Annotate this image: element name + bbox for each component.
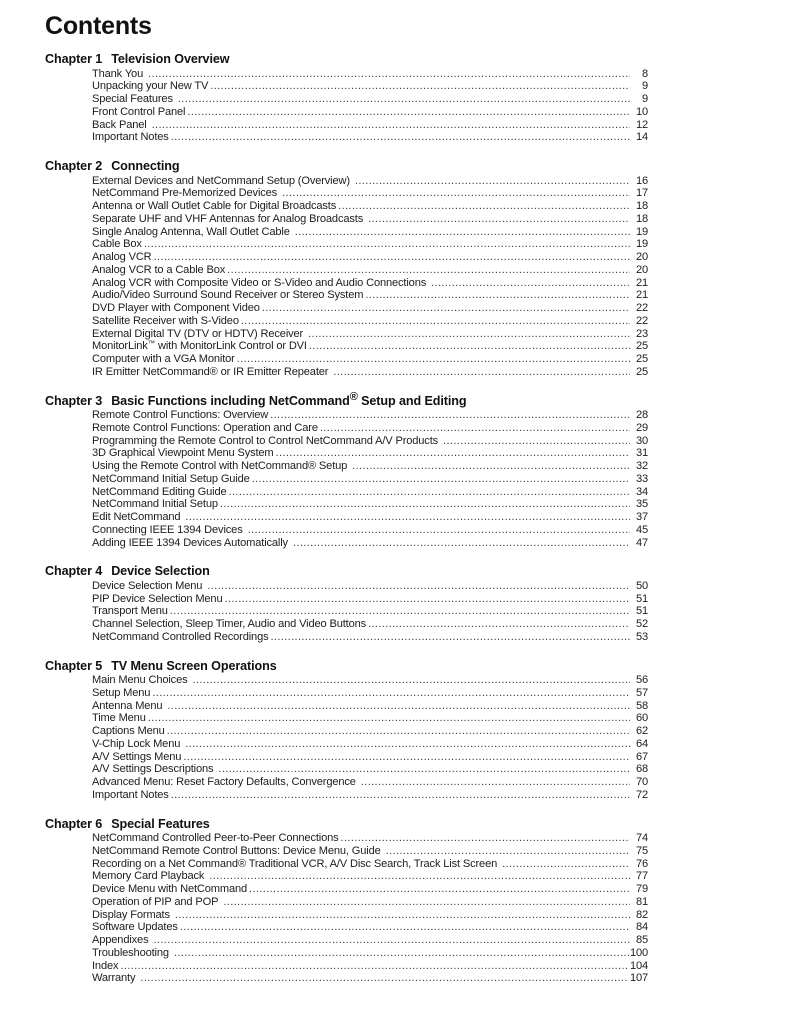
dot-leader [368, 618, 630, 631]
toc-entry[interactable] [92, 845, 648, 858]
toc-entry-label: Analog VCR [92, 251, 152, 263]
toc-entry-page-number: 34 [635, 485, 648, 498]
dot-leader [185, 511, 630, 524]
toc-entry-page-number: 14 [635, 131, 648, 144]
toc-entry-page-number: 68 [635, 763, 648, 776]
toc-entry-page-number: 30 [635, 434, 648, 447]
toc-entry-page-number: 16 [635, 174, 648, 187]
toc-entry-page-number: 107 [629, 972, 648, 985]
dot-leader [262, 302, 630, 315]
toc-entry-label: NetCommand Editing Guide [92, 485, 227, 498]
toc-entry-label: Connecting IEEE 1394 Devices [92, 523, 243, 536]
toc-entry-label: Warranty [92, 972, 136, 985]
dot-leader [171, 789, 630, 802]
toc-entry[interactable] [92, 909, 648, 922]
toc-entry-page-number: 23 [635, 327, 648, 340]
dot-leader [249, 883, 630, 896]
toc-entry-label: Software Updates [92, 921, 178, 934]
chapter-name: TV Menu Screen Operations [111, 658, 277, 673]
chapter-heading[interactable] [45, 390, 800, 409]
dot-leader [148, 712, 630, 725]
toc-entry[interactable] [92, 277, 648, 290]
toc-entry[interactable] [92, 200, 648, 213]
toc-entry[interactable] [92, 593, 648, 606]
toc-entry[interactable] [92, 674, 648, 687]
dot-leader [210, 80, 630, 93]
chapter-number: Chapter 4 [45, 564, 103, 579]
toc-entry-page-number: 22 [635, 302, 648, 314]
toc-entry-page-number: 100 [629, 946, 648, 959]
dot-leader [220, 498, 630, 511]
toc-entry-label: Main Menu Choices [92, 674, 188, 686]
toc-entry[interactable] [92, 264, 648, 277]
toc-entry-label: Separate UHF and VHF Antennas for Analog Broadcasts [92, 212, 364, 225]
dot-leader [152, 687, 630, 700]
toc-entry-page-number: 8 [641, 67, 648, 80]
dot-leader [218, 763, 630, 776]
toc-entry-label: Appendixes [92, 934, 149, 946]
toc-entry[interactable] [92, 68, 648, 81]
toc-chapter-list [0, 52, 800, 985]
toc-entry-page-number: 64 [635, 737, 648, 750]
dot-leader [178, 93, 630, 106]
toc-entry-page-number: 18 [635, 200, 648, 212]
toc-entry-page-number: 20 [635, 251, 648, 263]
dot-leader [207, 580, 630, 593]
toc-entry-label-text-cont: with MonitorLink Control or DVI [155, 340, 307, 353]
toc-entry[interactable] [92, 789, 648, 802]
dot-leader [320, 422, 630, 435]
toc-entry[interactable] [92, 700, 648, 713]
toc-entry[interactable] [92, 131, 648, 144]
toc-entry-page-number: 33 [635, 472, 648, 485]
toc-entry-page-number: 104 [629, 959, 648, 972]
toc-entry-page-number: 35 [635, 498, 648, 511]
toc-entry-page-number: 31 [635, 447, 648, 460]
toc-entry-label: External Devices and NetCommand Setup (Overview) [92, 174, 350, 187]
chapter-heading[interactable] [45, 659, 800, 674]
toc-entry[interactable] [92, 631, 648, 644]
toc-entry-page-number: 51 [635, 592, 648, 605]
toc-entry-label: NetCommand Initial Setup [92, 498, 218, 511]
dot-leader [154, 251, 630, 264]
toc-entry-page-number: 82 [635, 908, 648, 921]
toc-entry-label: Setup Menu [92, 686, 151, 699]
dot-leader [167, 700, 630, 713]
dot-leader [167, 725, 630, 738]
toc-entry[interactable] [92, 751, 648, 764]
toc-entry-label: Channel Selection, Sleep Timer, Audio and Video Buttons [92, 618, 367, 630]
toc-entry-label: Cable Box [92, 238, 142, 251]
trademark-icon: ™ [147, 338, 156, 348]
chapter-number: Chapter 3 [45, 393, 103, 408]
toc-entry[interactable] [92, 947, 648, 960]
dot-leader [241, 315, 630, 328]
toc-entry[interactable] [92, 870, 648, 883]
dot-leader [282, 187, 630, 200]
toc-entry-page-number: 81 [635, 895, 648, 908]
toc-entry-page-number: 77 [635, 870, 648, 883]
dot-leader [140, 972, 629, 985]
toc-entry-page-number: 76 [635, 857, 648, 870]
toc-entry-label: PIP Device Selection Menu [92, 592, 223, 605]
dot-leader [352, 460, 630, 473]
dot-leader [270, 631, 630, 644]
toc-entry-page-number: 21 [635, 276, 648, 289]
toc-entry[interactable] [92, 422, 648, 435]
chapter-heading[interactable] [45, 159, 800, 174]
dot-leader [270, 409, 630, 422]
toc-entry[interactable] [92, 725, 648, 738]
dot-leader [308, 328, 630, 341]
dot-leader [193, 674, 631, 687]
dot-leader [183, 751, 630, 764]
toc-entry-page-number: 22 [635, 314, 648, 327]
toc-entry-label: Memory Card Playback [92, 870, 205, 883]
dot-leader [309, 340, 630, 353]
toc-entry[interactable] [92, 315, 648, 328]
toc-entry-label: NetCommand Controlled Recordings [92, 630, 269, 643]
toc-entry-page-number: 10 [635, 105, 648, 118]
toc-entry-label: Recording on a Net Command® Traditional VCR, A/V Disc Search, Track List Screen [92, 857, 498, 870]
toc-entry[interactable] [92, 883, 648, 896]
toc-entry-label: A/V Settings Descriptions [92, 763, 214, 776]
toc-entry-page-number: 50 [635, 579, 648, 592]
chapter-name: Special Features [111, 816, 210, 831]
toc-entry-page-number: 72 [635, 788, 648, 801]
dot-leader [502, 858, 630, 871]
toc-entry-page-number: 47 [635, 536, 648, 549]
toc-entry-label: NetCommand Controlled Peer-to-Peer Connections [92, 832, 339, 844]
toc-entry-page-number: 53 [635, 630, 648, 643]
toc-entry[interactable] [92, 858, 648, 871]
dot-leader [361, 776, 630, 789]
toc-entry-label: Transport Menu [92, 605, 168, 618]
toc-entry-label: Index [92, 959, 119, 972]
toc-entry-label: Analog VCR to a Cable Box [92, 263, 226, 276]
dot-leader [170, 605, 630, 618]
toc-entry-label: 3D Graphical Viewpoint Menu System [92, 447, 274, 460]
toc-entry-label-text: MonitorLink [92, 340, 148, 353]
toc-entry-label: Edit NetCommand [92, 511, 181, 523]
dot-leader [386, 845, 630, 858]
dot-leader [252, 473, 630, 486]
toc-entry[interactable] [92, 302, 648, 315]
toc-entry-page-number: 12 [635, 118, 648, 131]
toc-entry-page-number: 19 [635, 238, 648, 251]
toc-entry-label: Important Notes [92, 131, 169, 144]
chapter-entry-list [0, 674, 800, 802]
toc-entry[interactable] [92, 605, 648, 618]
toc-chapter [0, 390, 800, 550]
toc-chapter [0, 52, 800, 144]
dot-leader [295, 226, 630, 239]
chapter-name: Television Overview [111, 52, 230, 66]
registered-trademark-icon: ® [349, 390, 358, 403]
toc-entry-page-number: 57 [635, 686, 648, 699]
toc-entry-page-number: 20 [635, 263, 648, 276]
dot-leader [293, 537, 630, 550]
toc-entry-label: Adding IEEE 1394 Devices Automatically [92, 536, 288, 549]
chapter-entry-list [0, 580, 800, 644]
toc-entry-label: Device Selection Menu [92, 579, 203, 592]
toc-entry-page-number: 29 [635, 421, 648, 434]
dot-leader [171, 131, 630, 144]
toc-entry-label: Antenna or Wall Outlet Cable for Digital Broadcasts [92, 200, 337, 212]
toc-entry[interactable] [92, 580, 648, 593]
toc-entry-label: Front Control Panel [92, 105, 186, 118]
toc-entry-label: IR Emitter NetCommand® or IR Emitter Repeater [92, 365, 329, 378]
toc-entry[interactable] [92, 238, 648, 251]
toc-entry[interactable] [92, 353, 648, 366]
toc-entry-label: DVD Player with Component Video [92, 302, 260, 314]
toc-entry[interactable] [92, 251, 648, 264]
dot-leader [174, 947, 629, 960]
toc-entry-page-number: 60 [635, 712, 648, 725]
toc-entry-page-number: 25 [635, 340, 648, 353]
toc-entry[interactable] [92, 226, 648, 239]
chapter-number: Chapter 2 [45, 159, 103, 173]
toc-entry-label: Troubleshooting [92, 946, 169, 959]
toc-entry-label: A/V Settings Menu [92, 750, 182, 763]
toc-entry[interactable] [92, 896, 648, 909]
dot-leader [227, 264, 630, 277]
toc-entry-label: Satellite Receiver with S-Video [92, 314, 239, 327]
toc-entry[interactable] [92, 832, 648, 845]
toc-entry[interactable] [92, 537, 648, 550]
toc-entry[interactable] [92, 763, 648, 776]
dot-leader [333, 366, 630, 379]
toc-entry[interactable] [92, 738, 648, 751]
toc-entry-page-number: 56 [635, 674, 648, 686]
toc-entry-page-number: 21 [635, 289, 648, 302]
toc-entry-page-number: 9 [641, 80, 648, 93]
toc-entry-page-number: 62 [635, 725, 648, 737]
toc-entry[interactable] [92, 511, 648, 524]
dot-leader [223, 896, 630, 909]
toc-entry-label: Audio/Video Surround Sound Receiver or Stereo System [92, 289, 364, 302]
toc-entry-page-number: 37 [635, 511, 648, 523]
toc-entry-page-number: 84 [635, 921, 648, 934]
dot-leader [224, 593, 630, 606]
toc-entry-page-number: 70 [635, 776, 648, 788]
chapter-number: Chapter 5 [45, 658, 103, 673]
toc-entry-label: Analog VCR with Composite Video or S-Video and Audio Connections [92, 276, 427, 289]
toc-entry-label: Using the Remote Control with NetCommand® Setup [92, 460, 348, 472]
toc-entry[interactable] [92, 498, 648, 511]
toc-entry-label: Display Formats [92, 908, 170, 921]
toc-entry[interactable] [92, 119, 648, 132]
toc-entry-label: Advanced Menu: Reset Factory Defaults, Convergence [92, 776, 356, 788]
dot-leader [175, 909, 630, 922]
dot-leader [355, 175, 630, 188]
toc-entry[interactable] [92, 618, 648, 631]
toc-entry-page-number: 85 [635, 934, 648, 946]
toc-entry-label: NetCommand Remote Control Buttons: Device Menu, Guide [92, 844, 381, 857]
chapter-number: Chapter 1 [45, 52, 103, 66]
toc-entry-label: Special Features [92, 93, 173, 105]
dot-leader [431, 277, 630, 290]
toc-entry-page-number: 51 [635, 605, 648, 618]
toc-entry-label: Remote Control Functions: Operation and Care [92, 421, 318, 434]
dot-leader [229, 486, 630, 499]
toc-entry-page-number: 32 [635, 460, 648, 472]
toc-entry-label: Operation of PIP and POP [92, 895, 219, 908]
toc-entry[interactable] [92, 776, 648, 789]
chapter-name-text: Basic Functions including NetCommand [111, 393, 350, 408]
toc-chapter [0, 564, 800, 643]
toc-entry-label: Computer with a VGA Monitor [92, 353, 235, 365]
toc-entry[interactable] [92, 213, 648, 226]
toc-entry-page-number: 52 [635, 618, 648, 630]
dot-leader [365, 289, 630, 302]
dot-leader [341, 832, 630, 845]
chapter-entry-list [0, 175, 800, 379]
dot-leader [152, 119, 630, 132]
toc-entry[interactable] [92, 934, 648, 947]
toc-entry[interactable] [92, 187, 648, 200]
dot-leader [248, 524, 630, 537]
toc-entry[interactable] [92, 447, 648, 460]
toc-entry-label [92, 340, 307, 353]
chapter-name: Connecting [111, 159, 180, 173]
dot-leader [237, 353, 630, 366]
toc-entry-label: Thank You [92, 67, 144, 80]
toc-entry[interactable] [92, 473, 648, 486]
toc-entry-label: Device Menu with NetCommand [92, 883, 248, 895]
chapter-entry-list [0, 409, 800, 549]
dot-leader [276, 447, 630, 460]
dot-leader [185, 738, 630, 751]
toc-entry[interactable] [92, 460, 648, 473]
toc-entry[interactable] [92, 960, 648, 973]
dot-leader [187, 106, 630, 119]
toc-entry-label: Captions Menu [92, 725, 165, 737]
chapter-name [111, 390, 467, 408]
toc-entry-label: Back Panel [92, 118, 147, 131]
toc-entry-page-number: 75 [635, 844, 648, 857]
toc-entry[interactable] [92, 435, 648, 448]
toc-entry[interactable] [92, 366, 648, 379]
toc-entry[interactable] [92, 328, 648, 341]
dot-leader [120, 960, 629, 973]
toc-entry[interactable] [92, 712, 648, 725]
toc-entry-label: Time Menu [92, 712, 146, 725]
page-title: Contents [45, 12, 152, 40]
toc-entry-label: Remote Control Functions: Overview [92, 409, 269, 421]
toc-entry[interactable] [92, 524, 648, 537]
dot-leader [180, 921, 630, 934]
dot-leader [148, 68, 630, 81]
dot-leader [368, 213, 630, 226]
chapter-heading[interactable] [45, 564, 800, 579]
toc-entry-page-number: 17 [635, 187, 648, 200]
chapter-number: Chapter 6 [45, 816, 103, 831]
toc-entry-label: Unpacking your New TV [92, 80, 209, 93]
dot-leader [153, 934, 630, 947]
toc-entry-label: NetCommand Initial Setup Guide [92, 472, 250, 485]
toc-chapter [0, 659, 800, 802]
toc-entry-label: Programming the Remote Control to Control NetCommand A/V Products [92, 434, 439, 447]
toc-entry-label: Single Analog Antenna, Wall Outlet Cable [92, 225, 290, 238]
toc-entry-page-number: 25 [635, 353, 648, 365]
toc-entry-page-number: 45 [635, 523, 648, 536]
toc-entry[interactable] [92, 175, 648, 188]
toc-entry-page-number: 18 [635, 212, 648, 225]
toc-entry-page-number: 74 [635, 832, 648, 844]
dot-leader [209, 870, 630, 883]
toc-entry[interactable] [92, 340, 648, 353]
toc-chapter [0, 817, 800, 986]
toc-chapter [0, 159, 800, 379]
toc-entry[interactable] [92, 486, 648, 499]
chapter-name: Device Selection [111, 564, 210, 579]
toc-entry[interactable] [92, 289, 648, 302]
toc-entry-label: NetCommand Pre-Memorized Devices [92, 187, 278, 200]
toc-entry-label: Antenna Menu [92, 699, 163, 712]
dot-leader [443, 435, 630, 448]
toc-entry-page-number: 67 [635, 750, 648, 763]
toc-entry[interactable] [92, 972, 648, 985]
toc-entry[interactable] [92, 687, 648, 700]
toc-entry-page-number: 28 [635, 409, 648, 421]
toc-entry[interactable] [92, 921, 648, 934]
chapter-entry-list [0, 832, 800, 985]
toc-entry[interactable] [92, 80, 648, 93]
dot-leader [144, 238, 630, 251]
toc-entry-page-number: 19 [635, 225, 648, 238]
toc-entry-label: External Digital TV (DTV or HDTV) Receiver [92, 327, 304, 340]
toc-entry-label: Important Notes [92, 788, 169, 801]
toc-entry-page-number: 79 [635, 883, 648, 895]
toc-entry-page-number: 58 [635, 699, 648, 712]
toc-entry-page-number: 25 [635, 365, 648, 378]
chapter-name-text-cont: Setup and Editing [357, 393, 467, 408]
toc-entry[interactable] [92, 409, 648, 422]
toc-entry[interactable] [92, 93, 648, 106]
chapter-heading[interactable] [45, 817, 800, 832]
chapter-entry-list [0, 68, 800, 145]
dot-leader [338, 200, 630, 213]
toc-entry-page-number: 9 [641, 93, 648, 105]
toc-entry[interactable] [92, 106, 648, 119]
toc-entry-label: V-Chip Lock Menu [92, 737, 181, 750]
chapter-heading[interactable] [45, 52, 800, 67]
